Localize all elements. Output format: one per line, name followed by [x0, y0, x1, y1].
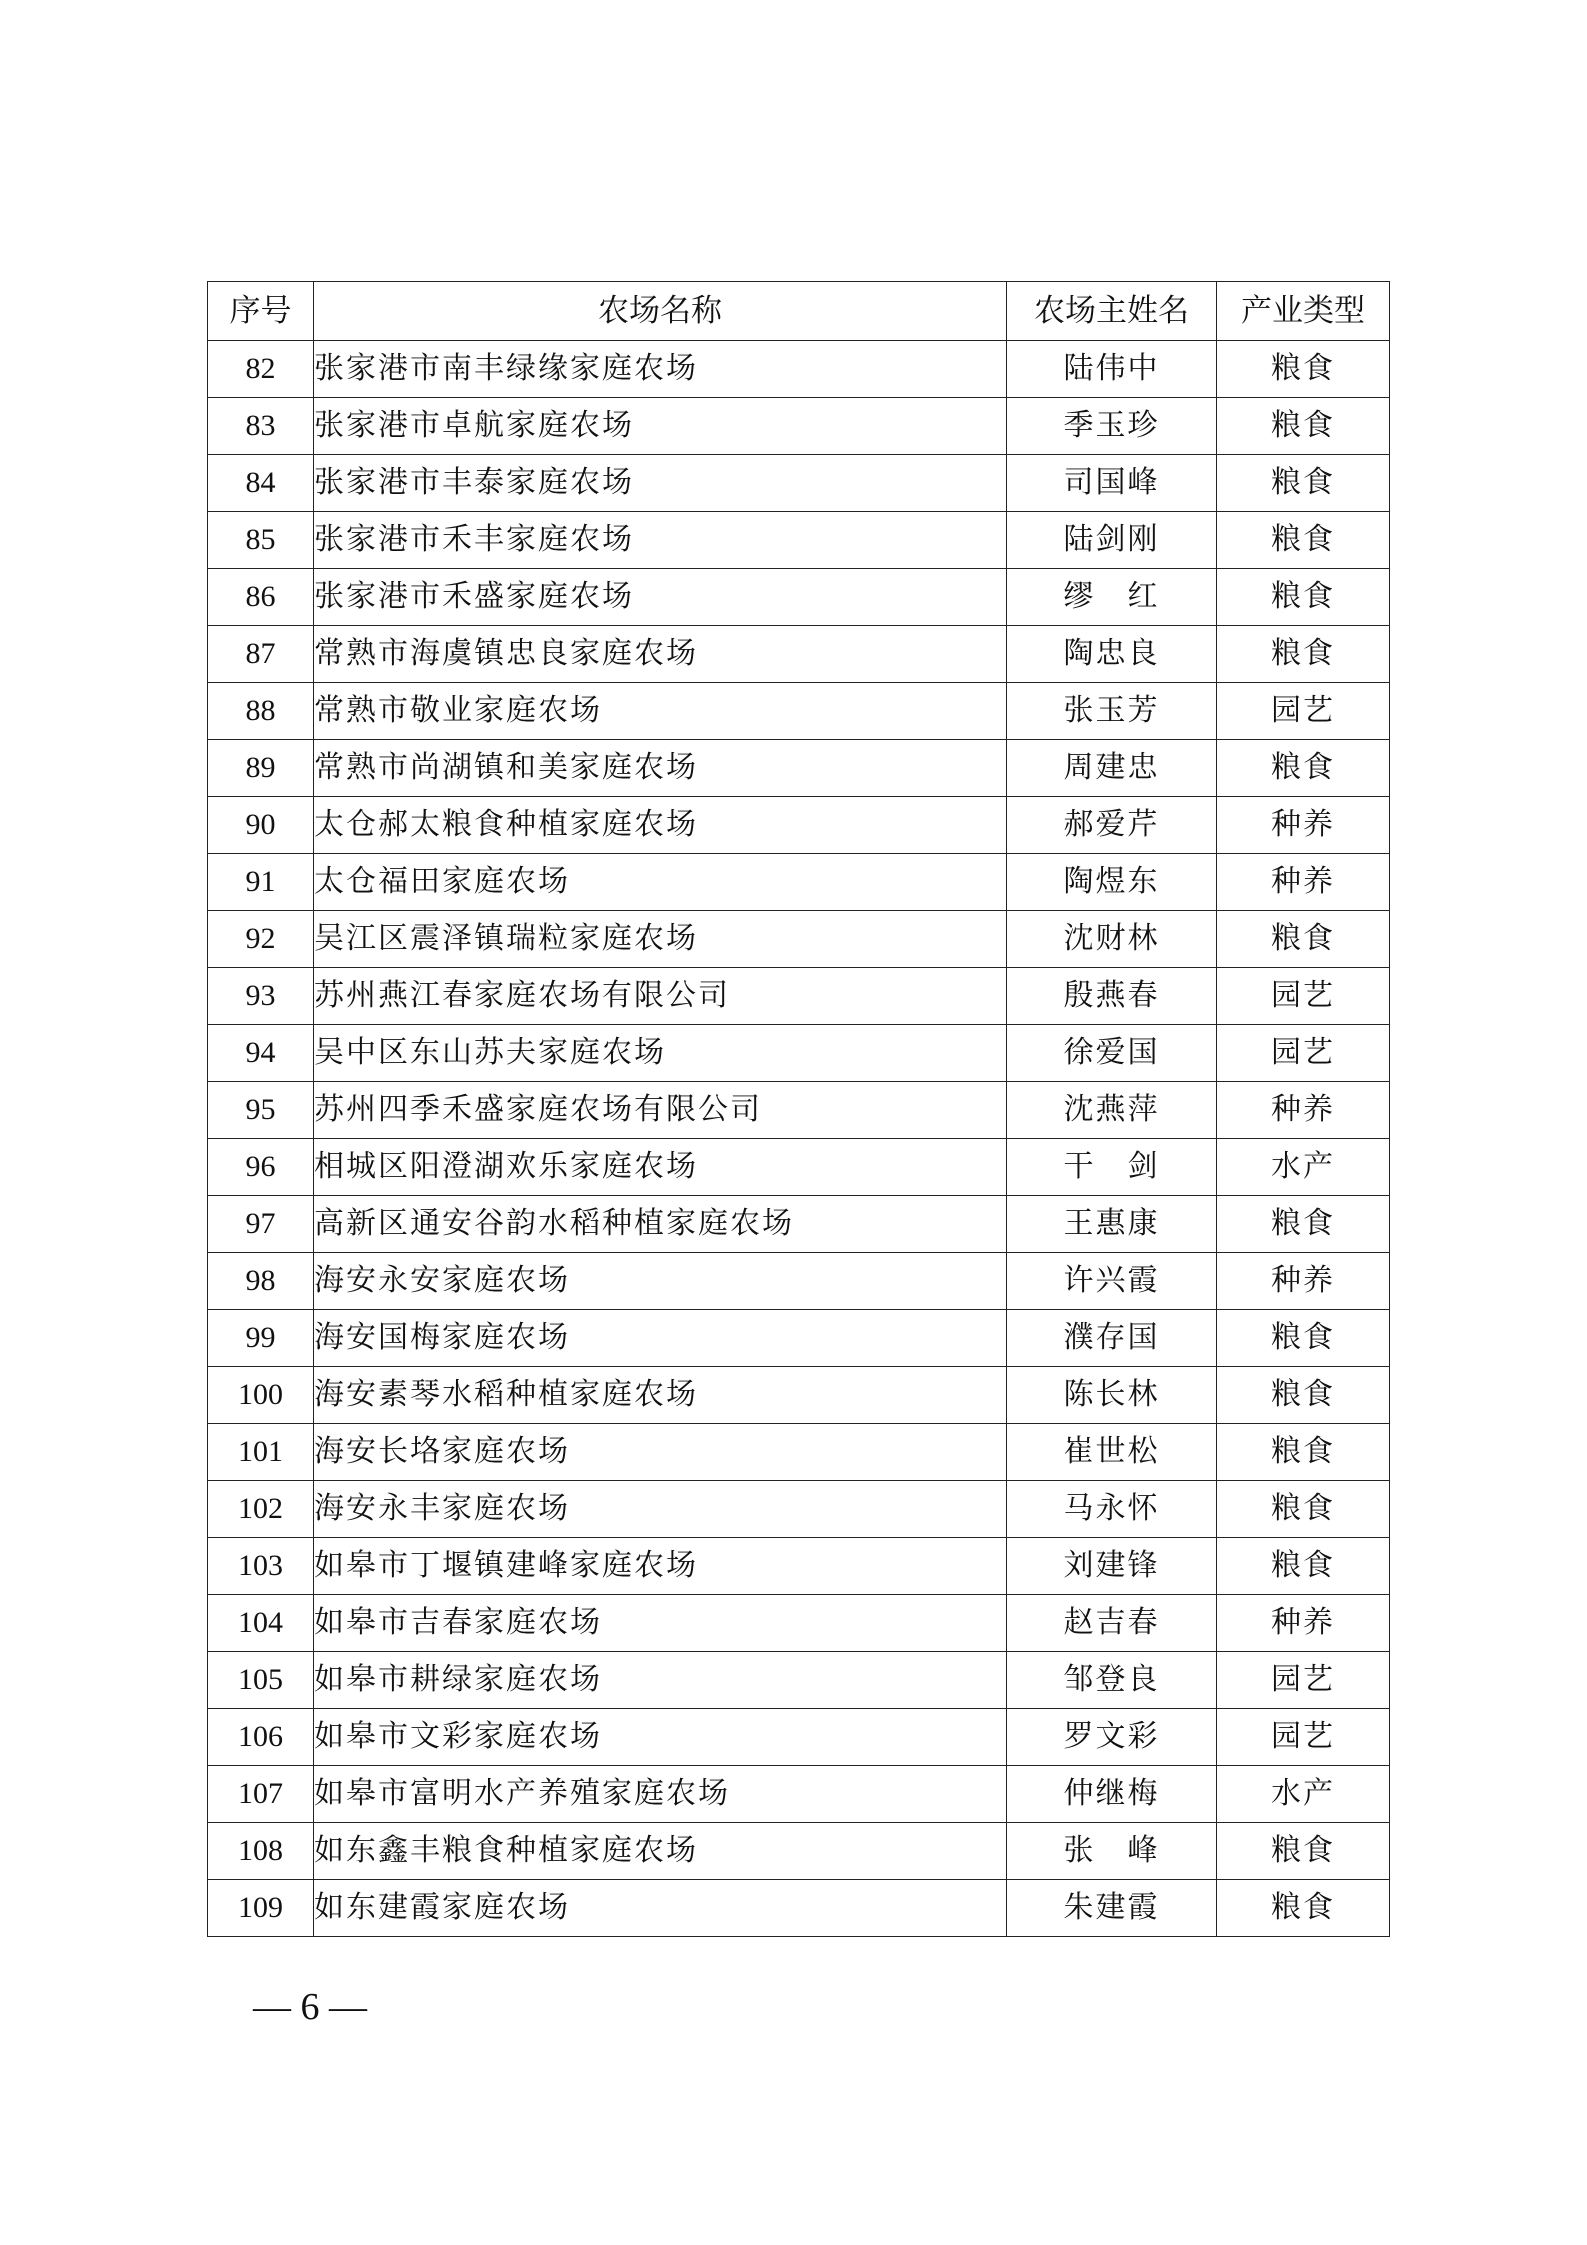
industry-type-cell: 粮食: [1217, 1481, 1390, 1538]
table-row: [208, 1481, 1390, 1538]
table-row: [208, 626, 1390, 683]
serial-number-cell: 85: [208, 512, 314, 569]
farm-owner-cell: 周建忠: [1007, 740, 1217, 797]
farm-name-cell: 海安永安家庭农场: [314, 1253, 1007, 1310]
farm-name-cell: 常熟市海虞镇忠良家庭农场: [314, 626, 1007, 683]
farm-name-cell: 张家港市禾盛家庭农场: [314, 569, 1007, 626]
farm-name-cell: 常熟市敬业家庭农场: [314, 683, 1007, 740]
serial-number-cell: 104: [208, 1595, 314, 1652]
industry-type-cell: 粮食: [1217, 341, 1390, 398]
farm-owner-cell: 郝爱芹: [1007, 797, 1217, 854]
industry-type-cell: 种养: [1217, 797, 1390, 854]
serial-number-cell: 89: [208, 740, 314, 797]
farm-name-cell: 苏州燕江春家庭农场有限公司: [314, 968, 1007, 1025]
serial-number-cell: 82: [208, 341, 314, 398]
farm-owner-cell: 徐爱国: [1007, 1025, 1217, 1082]
industry-type-cell: 粮食: [1217, 455, 1390, 512]
farm-name-cell: 张家港市禾丰家庭农场: [314, 512, 1007, 569]
serial-number-cell: 101: [208, 1424, 314, 1481]
farm-owner-cell: 朱建霞: [1007, 1880, 1217, 1937]
farm-name-cell: 太仓郝太粮食种植家庭农场: [314, 797, 1007, 854]
serial-number-cell: 94: [208, 1025, 314, 1082]
industry-type-cell: 种养: [1217, 854, 1390, 911]
farm-owner-cell: 马永怀: [1007, 1481, 1217, 1538]
farm-list-table: [207, 281, 1390, 1937]
serial-number-cell: 107: [208, 1766, 314, 1823]
table-row: [208, 1196, 1390, 1253]
industry-type-cell: 粮食: [1217, 512, 1390, 569]
farm-owner-cell: 干 剑: [1007, 1139, 1217, 1196]
industry-type-cell: 粮食: [1217, 740, 1390, 797]
serial-number-cell: 96: [208, 1139, 314, 1196]
table-row: [208, 341, 1390, 398]
table-row: [208, 1652, 1390, 1709]
table-row: [208, 1880, 1390, 1937]
farm-owner-cell: 陶煜东: [1007, 854, 1217, 911]
industry-type-cell: 粮食: [1217, 1196, 1390, 1253]
table-row: [208, 1025, 1390, 1082]
table-row: [208, 455, 1390, 512]
industry-type-cell: 园艺: [1217, 1652, 1390, 1709]
serial-number-cell: 109: [208, 1880, 314, 1937]
industry-type-cell: 种养: [1217, 1082, 1390, 1139]
serial-number-cell: 108: [208, 1823, 314, 1880]
farm-owner-cell: 张 峰: [1007, 1823, 1217, 1880]
farm-name-cell: 高新区通安谷韵水稻种植家庭农场: [314, 1196, 1007, 1253]
header-industry-type: 产业类型: [1217, 282, 1390, 341]
industry-type-cell: 粮食: [1217, 911, 1390, 968]
farm-owner-cell: 刘建锋: [1007, 1538, 1217, 1595]
serial-number-cell: 87: [208, 626, 314, 683]
farm-name-cell: 苏州四季禾盛家庭农场有限公司: [314, 1082, 1007, 1139]
industry-type-cell: 粮食: [1217, 1367, 1390, 1424]
serial-number-cell: 102: [208, 1481, 314, 1538]
farm-owner-cell: 仲继梅: [1007, 1766, 1217, 1823]
serial-number-cell: 98: [208, 1253, 314, 1310]
farm-name-cell: 常熟市尚湖镇和美家庭农场: [314, 740, 1007, 797]
farm-owner-cell: 濮存国: [1007, 1310, 1217, 1367]
farm-owner-cell: 沈燕萍: [1007, 1082, 1217, 1139]
farm-name-cell: 海安素琴水稻种植家庭农场: [314, 1367, 1007, 1424]
farm-owner-cell: 邹登良: [1007, 1652, 1217, 1709]
farm-name-cell: 吴中区东山苏夫家庭农场: [314, 1025, 1007, 1082]
industry-type-cell: 粮食: [1217, 1823, 1390, 1880]
farm-owner-cell: 张玉芳: [1007, 683, 1217, 740]
farm-owner-cell: 沈财林: [1007, 911, 1217, 968]
farm-owner-cell: 陆伟中: [1007, 341, 1217, 398]
farm-name-cell: 海安国梅家庭农场: [314, 1310, 1007, 1367]
serial-number-cell: 90: [208, 797, 314, 854]
serial-number-cell: 97: [208, 1196, 314, 1253]
farm-name-cell: 如皋市富明水产养殖家庭农场: [314, 1766, 1007, 1823]
serial-number-cell: 83: [208, 398, 314, 455]
serial-number-cell: 91: [208, 854, 314, 911]
table-row: [208, 569, 1390, 626]
table-row: [208, 1766, 1390, 1823]
farm-owner-cell: 赵吉春: [1007, 1595, 1217, 1652]
serial-number-cell: 92: [208, 911, 314, 968]
industry-type-cell: 种养: [1217, 1595, 1390, 1652]
farm-name-cell: 吴江区震泽镇瑞粒家庭农场: [314, 911, 1007, 968]
industry-type-cell: 园艺: [1217, 683, 1390, 740]
farm-owner-cell: 季玉珍: [1007, 398, 1217, 455]
serial-number-cell: 100: [208, 1367, 314, 1424]
serial-number-cell: 93: [208, 968, 314, 1025]
table-row: [208, 740, 1390, 797]
farm-owner-cell: 缪 红: [1007, 569, 1217, 626]
farm-name-cell: 张家港市丰泰家庭农场: [314, 455, 1007, 512]
farm-owner-cell: 陶忠良: [1007, 626, 1217, 683]
table-row: [208, 512, 1390, 569]
industry-type-cell: 粮食: [1217, 398, 1390, 455]
farm-owner-cell: 许兴霞: [1007, 1253, 1217, 1310]
serial-number-cell: 95: [208, 1082, 314, 1139]
table-row: [208, 1595, 1390, 1652]
table-header-row: [208, 282, 1390, 341]
serial-number-cell: 88: [208, 683, 314, 740]
farm-owner-cell: 殷燕春: [1007, 968, 1217, 1025]
industry-type-cell: 园艺: [1217, 968, 1390, 1025]
table-row: [208, 398, 1390, 455]
table-row: [208, 1139, 1390, 1196]
farm-owner-cell: 陈长林: [1007, 1367, 1217, 1424]
industry-type-cell: 粮食: [1217, 626, 1390, 683]
table-row: [208, 1823, 1390, 1880]
serial-number-cell: 99: [208, 1310, 314, 1367]
farm-name-cell: 太仓福田家庭农场: [314, 854, 1007, 911]
farm-name-cell: 海安长垎家庭农场: [314, 1424, 1007, 1481]
table-row: [208, 797, 1390, 854]
industry-type-cell: 粮食: [1217, 1880, 1390, 1937]
industry-type-cell: 粮食: [1217, 1310, 1390, 1367]
farm-owner-cell: 王惠康: [1007, 1196, 1217, 1253]
industry-type-cell: 粮食: [1217, 1538, 1390, 1595]
industry-type-cell: 种养: [1217, 1253, 1390, 1310]
table-row: [208, 854, 1390, 911]
farm-owner-cell: 司国峰: [1007, 455, 1217, 512]
farm-name-cell: 如皋市文彩家庭农场: [314, 1709, 1007, 1766]
table-row: [208, 1367, 1390, 1424]
farm-name-cell: 如皋市丁堰镇建峰家庭农场: [314, 1538, 1007, 1595]
farm-name-cell: 张家港市卓航家庭农场: [314, 398, 1007, 455]
table-row: [208, 1709, 1390, 1766]
serial-number-cell: 105: [208, 1652, 314, 1709]
serial-number-cell: 106: [208, 1709, 314, 1766]
table-row: [208, 1253, 1390, 1310]
farm-name-cell: 如皋市吉春家庭农场: [314, 1595, 1007, 1652]
industry-type-cell: 粮食: [1217, 1424, 1390, 1481]
farm-name-cell: 如东鑫丰粮食种植家庭农场: [314, 1823, 1007, 1880]
table-row: [208, 683, 1390, 740]
serial-number-cell: 86: [208, 569, 314, 626]
industry-type-cell: 园艺: [1217, 1025, 1390, 1082]
farm-name-cell: 海安永丰家庭农场: [314, 1481, 1007, 1538]
farm-name-cell: 如皋市耕绿家庭农场: [314, 1652, 1007, 1709]
farm-owner-cell: 陆剑刚: [1007, 512, 1217, 569]
header-farm-name: 农场名称: [314, 282, 1007, 341]
table-row: [208, 911, 1390, 968]
farm-name-cell: 相城区阳澄湖欢乐家庭农场: [314, 1139, 1007, 1196]
industry-type-cell: 水产: [1217, 1766, 1390, 1823]
farm-owner-cell: 崔世松: [1007, 1424, 1217, 1481]
table-row: [208, 968, 1390, 1025]
industry-type-cell: 水产: [1217, 1139, 1390, 1196]
serial-number-cell: 84: [208, 455, 314, 512]
table-row: [208, 1310, 1390, 1367]
farm-owner-cell: 罗文彩: [1007, 1709, 1217, 1766]
industry-type-cell: 园艺: [1217, 1709, 1390, 1766]
page-number: — 6 —: [253, 1986, 367, 2028]
table-row: [208, 1424, 1390, 1481]
table-row: [208, 1538, 1390, 1595]
header-serial-number: 序号: [208, 282, 314, 341]
farm-name-cell: 张家港市南丰绿缘家庭农场: [314, 341, 1007, 398]
header-farm-owner: 农场主姓名: [1007, 282, 1217, 341]
farm-name-cell: 如东建霞家庭农场: [314, 1880, 1007, 1937]
industry-type-cell: 粮食: [1217, 569, 1390, 626]
table-row: [208, 1082, 1390, 1139]
serial-number-cell: 103: [208, 1538, 314, 1595]
